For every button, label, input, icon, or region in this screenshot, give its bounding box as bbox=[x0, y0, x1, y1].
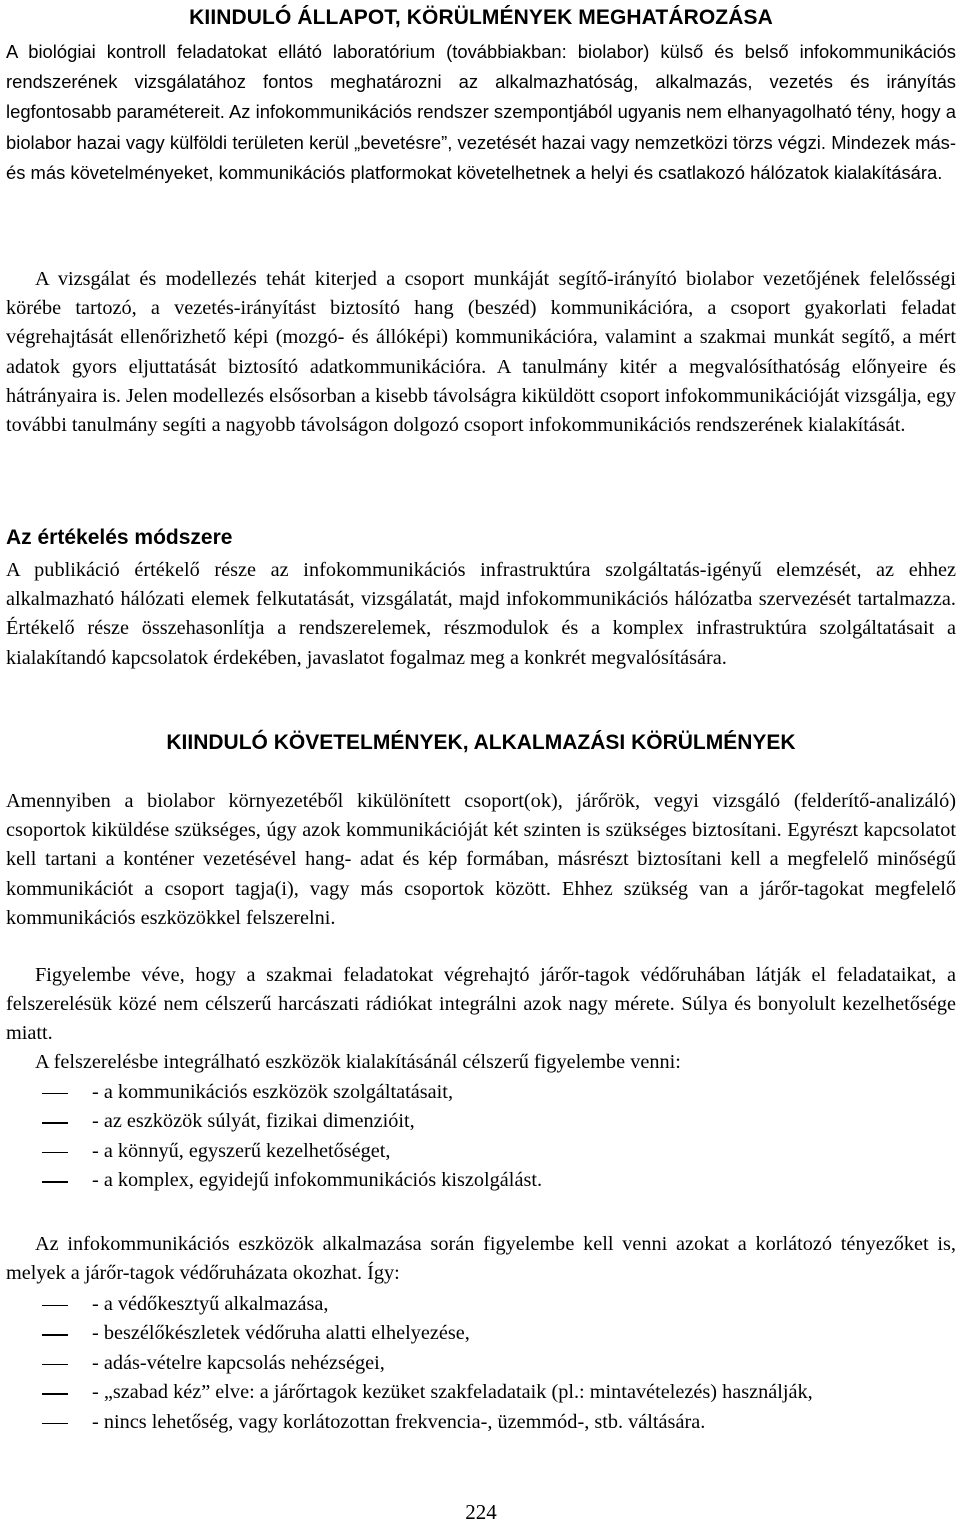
section-heading-initial-state: KIINDULÓ ÁLLAPOT, KÖRÜLMÉNYEK MEGHATÁROZÁSA bbox=[189, 6, 773, 29]
method-paragraph: A publikáció értékelő része az infokommunikációs infrastruktúra szolgáltatás-igényű elemzését, az ehhez alkalmazható hálózati elemek felkutatását, vizsgálatát, majd infokommunikációs hálózatba szervezését tartalmazza. Értékelő része összehasonlítja a rendszerelemek, részmodulok és a komplex infrastruktúra szolgáltatásait a kialakítandó kapcsolatok érdekében, javaslatot fogalmaz meg a konkrét megvalósítására. bbox=[6, 559, 956, 669]
list-item: - adás-vételre kapcsolás nehézségei, bbox=[6, 1349, 956, 1378]
section-heading-evaluation-method: Az értékelés módszere bbox=[6, 526, 233, 549]
list-item: - a védőkesztyű alkalmazása, bbox=[6, 1290, 956, 1319]
list-item: - a könnyű, egyszerű kezelhetőséget, bbox=[6, 1137, 956, 1166]
list-item: - az eszközök súlyát, fizikai dimenzióit, bbox=[6, 1107, 956, 1136]
study-scope-paragraph: A vizsgálat és modellezés tehát kiterjed a csoport munkáját segítő-irányító biolabor vezetőjének felelősségi körébe tartozó, a vezetés-irányítást biztosító hang (beszéd) kommunikációra, a csoport gyakorlati feladat végrehajtását ellenőrizhető képi (mozgó- és állóképi) kommunikációra, valamint a szakmai munkát segítő, a mért adatok gyors eljuttatását biztosító adatkommunikációra. A tanulmány kitér a megvalósíthatóság előnyeire és hátrányaira is. Jelen modellezés elsősorban a kisebb távolságra kiküldött csoport infokommunikációját vizsgálja, egy további tanulmány segíti a nagyobb távolságon dolgozó csoport infokommunikációs rendszerének kialakítását. bbox=[6, 268, 956, 437]
list-item: - beszélőkészletek védőruha alatti elhelyezése, bbox=[6, 1319, 956, 1348]
requirements-paragraph-3: A felszerelésbe integrálható eszközök kialakításánál célszerű figyelembe venni: bbox=[35, 1051, 681, 1073]
dash-bullet-icon bbox=[42, 1122, 68, 1123]
dash-bullet-icon bbox=[42, 1093, 68, 1094]
dash-bullet-icon bbox=[42, 1334, 68, 1335]
requirements-paragraph-2: Figyelembe véve, hogy a szakmai feladatokat végrehajtó járőr-tagok védőruhában látják el feladataikat, a felszerelésük közé nem célszerű harcászati rádiókat integrálni azok nagy mérete. Súlya és bonyolult kezelhetősége miatt. bbox=[6, 964, 956, 1045]
page-number: 224 bbox=[465, 1500, 497, 1524]
dash-bullet-icon bbox=[42, 1423, 68, 1424]
list-item: - a kommunikációs eszközök szolgáltatásait, bbox=[6, 1078, 956, 1107]
limitations-paragraph: Az infokommunikációs eszközök alkalmazása során figyelembe kell venni azokat a korlátozó tényezőket is, melyek a járőr-tagok védőruházata okozhat. Így: bbox=[6, 1233, 956, 1285]
section-heading-requirements: KIINDULÓ KÖVETELMÉNYEK, ALKALMAZÁSI KÖRÜLMÉNYEK bbox=[166, 731, 796, 754]
dash-bullet-icon bbox=[42, 1152, 68, 1153]
list-item: - „szabad kéz” elve: a járőrtagok kezüket szakfeladataik (pl.: mintavételezés) használják, bbox=[6, 1378, 956, 1407]
limitations-list bbox=[6, 1290, 956, 1437]
dash-bullet-icon bbox=[42, 1393, 68, 1394]
dash-bullet-icon bbox=[42, 1181, 68, 1182]
requirements-paragraph-1: Amennyiben a biolabor környezetéből kikülönített csoport(ok), járőrök, vegyi vizsgáló (felderítő-analizáló) csoportok kiküldése szükséges, úgy azok kommunikációját két szinten is szükséges biztosítani. Egyrészt kapcsolatot kell tartani a konténer vezetésével hang- adat és kép formában, másrészt biztosítani kell a megfelelő minőségű kommunikációt a csoport tagja(i), vagy más csoportok között. Ehhez szükség van a járőr-tagokat megfelelő kommunikációs eszközökkel felszerelni. bbox=[6, 790, 956, 929]
intro-paragraph: A biológiai kontroll feladatokat ellátó laboratórium (továbbiakban: biolabor) külső és belső infokommunikációs rendszerének vizsgálatához fontos meghatározni az alkalmazhatóság, alkalmazás, vezetés és irányítás legfontosabb paramétereit. Az infokommunikációs rendszer szempontjából ugyanis nem elhanyagolható tény, hogy a biolabor hazai vagy külföldi területen kerül „bevetésre”, vezetését hazai vagy nemzetközi törzs végzi. Mindezek más-és más követelményeket, kommunikációs platformokat követelhetnek a helyi és csatlakozó hálózatok kialakítására. bbox=[6, 41, 956, 183]
list-item: - nincs lehetőség, vagy korlátozottan frekvencia-, üzemmód-, stb. váltására. bbox=[6, 1408, 956, 1437]
dash-bullet-icon bbox=[42, 1305, 68, 1306]
integration-criteria-list bbox=[6, 1078, 956, 1196]
dash-bullet-icon bbox=[42, 1364, 68, 1365]
list-item: - a komplex, egyidejű infokommunikációs kiszolgálást. bbox=[6, 1166, 956, 1195]
